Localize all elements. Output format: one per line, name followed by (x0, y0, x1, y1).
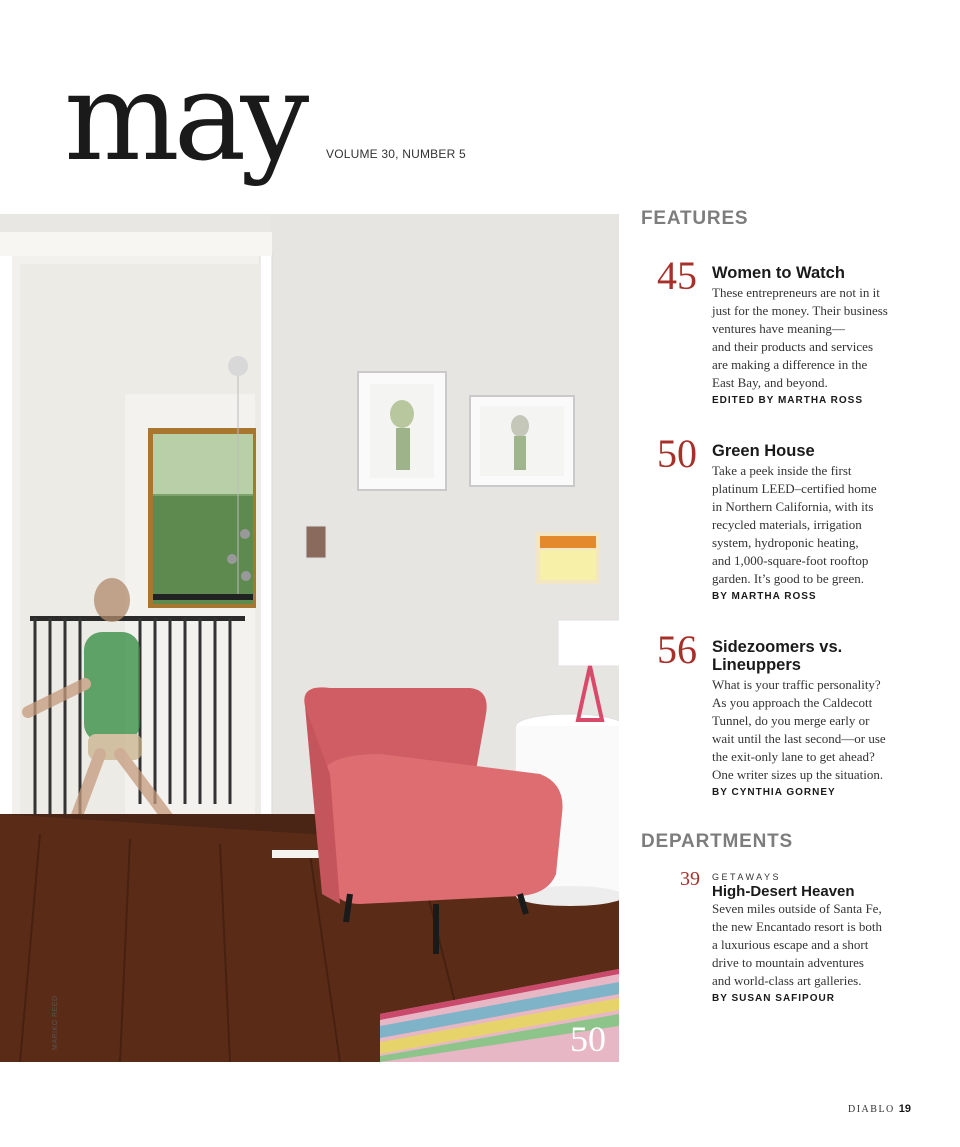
magazine-name: DIABLO (848, 1104, 895, 1115)
desc-line: One writer sizes up the situation. (712, 767, 884, 782)
desc-line: These entrepreneurs are not in it (712, 285, 880, 300)
cover-photo (0, 214, 619, 1062)
photo-page-number: 50 (570, 1019, 606, 1059)
department-item[interactable] (680, 868, 920, 1004)
feature-title[interactable]: Women to Watch (712, 264, 845, 282)
feature-byline: BY MARTHA ROSS (712, 591, 817, 602)
desc-line: drive to mountain adventures (712, 955, 864, 970)
department-byline: BY SUSAN SAFIPOUR (712, 993, 835, 1004)
feature-description (712, 462, 917, 588)
folio-page-number: 19 (898, 1103, 912, 1115)
desc-line: recycled materials, irrigation (712, 517, 862, 532)
department-title[interactable]: High-Desert Heaven (712, 883, 855, 900)
feature-item[interactable] (657, 627, 917, 798)
desc-line: wait until the last second—or use (712, 731, 886, 746)
desc-line: platinum LEED–certified home (712, 481, 877, 496)
desc-line: What is your traffic personality? (712, 677, 881, 692)
folio (848, 1103, 911, 1115)
desc-line: and 1,000-square-foot rooftop (712, 553, 869, 568)
desc-line: garden. It’s good to be green. (712, 571, 864, 586)
desc-line: just for the money. Their business (712, 303, 888, 318)
desc-line: Tunnel, do you merge early or (712, 713, 870, 728)
room-photo-illustration (0, 214, 619, 1062)
department-page-number: 39 (680, 868, 700, 890)
desc-line: As you approach the Caldecott (712, 695, 873, 710)
desc-line: in Northern California, with its (712, 499, 874, 514)
desc-line: Seven miles outside of Santa Fe, (712, 901, 882, 916)
desc-line: system, hydroponic heating, (712, 535, 859, 550)
desc-line: and their products and services (712, 339, 874, 354)
desc-line: are making a difference in the (712, 357, 868, 372)
feature-page-number: 56 (657, 627, 697, 672)
feature-byline: EDITED BY MARTHA ROSS (712, 395, 864, 406)
feature-byline: BY CYNTHIA GORNEY (712, 787, 836, 798)
desc-line: the exit-only lane to get ahead? (712, 749, 875, 764)
desc-line: and world-class art galleries. (712, 973, 862, 988)
issue-month-title: may (64, 46, 304, 188)
photo-credit: MARIKO REED (52, 995, 59, 1050)
feature-description (712, 676, 917, 784)
feature-title[interactable] (712, 638, 917, 674)
feature-title-line: Sidezoomers vs. (712, 638, 843, 656)
features-heading: FEATURES (641, 208, 749, 229)
department-description (712, 900, 920, 990)
feature-page-number: 50 (657, 431, 697, 476)
volume-number: VOLUME 30, NUMBER 5 (326, 147, 466, 161)
feature-description (712, 284, 917, 392)
desc-line: a luxurious escape and a short (712, 937, 869, 952)
feature-title[interactable]: Green House (712, 442, 815, 460)
feature-item[interactable] (657, 431, 917, 602)
departments-heading: DEPARTMENTS (641, 831, 794, 852)
feature-item[interactable] (657, 253, 917, 406)
feature-page-number: 45 (657, 253, 697, 298)
desc-line: the new Encantado resort is both (712, 919, 883, 934)
desc-line: ventures have meaning— (712, 321, 845, 336)
desc-line: East Bay, and beyond. (712, 375, 828, 390)
desc-line: Take a peek inside the first (712, 463, 852, 478)
feature-title-line: Lineuppers (712, 656, 801, 674)
department-kicker: GETAWAYS (712, 872, 782, 882)
